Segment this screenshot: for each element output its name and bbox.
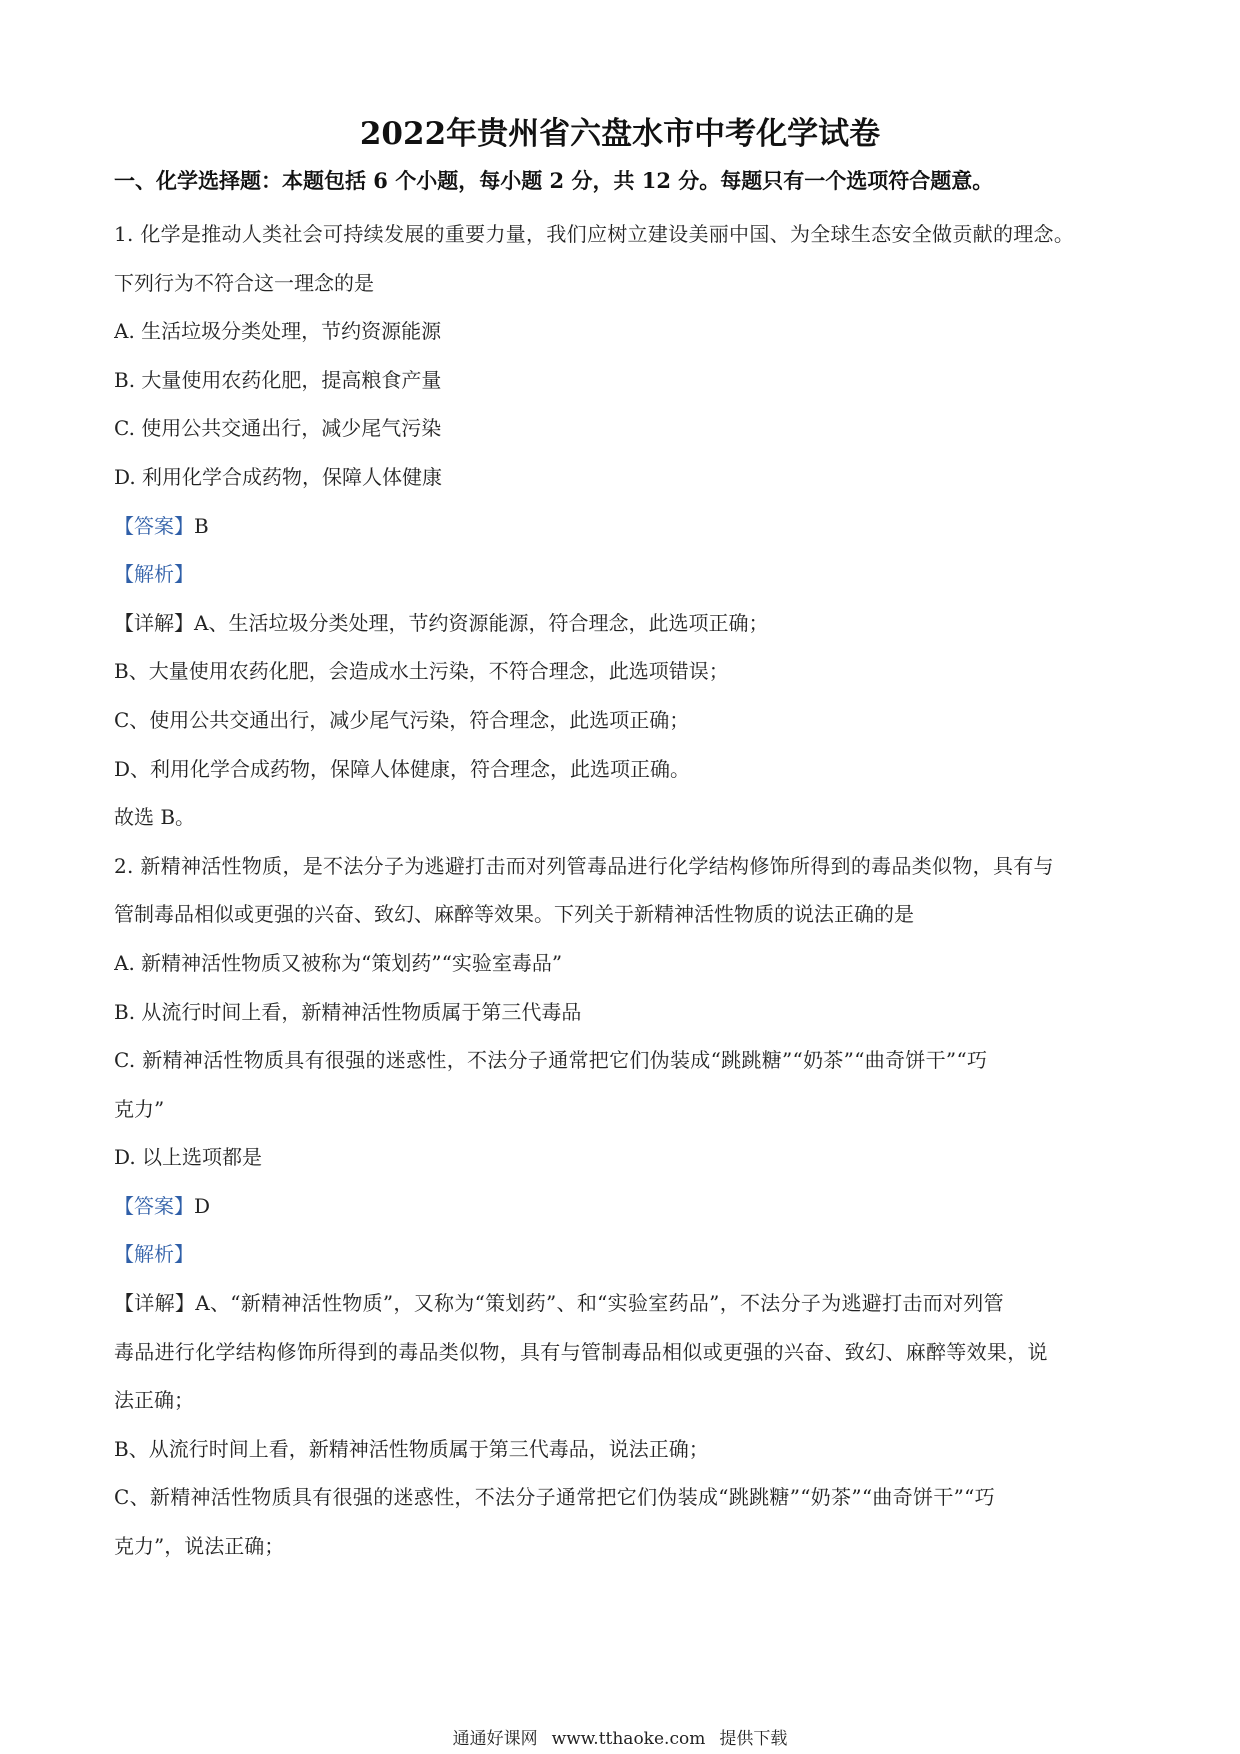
section-heading: 一、化学选择题：本题包括 6 个小题，每小题 2 分，共 12 分。每题只有一个选项符合题意。 [114,168,994,193]
q2-detail-line: 克力”，说法正确； [114,1534,285,1559]
q1-option-c: C. 使用公共交通出行，减少尾气污染 [114,416,442,441]
q2-stem-line-1: 2. 新精神活性物质，是不法分子为逃避打击而对列管毒品进行化学结构修饰所得到的毒品类似物，具有与 [114,853,1054,878]
q2-answer-value: D [194,1193,211,1218]
q1-option-a: A. 生活垃圾分类处理，节约资源能源 [114,319,442,344]
q1-option-d: D. 利用化学合成药物，保障人体健康 [114,464,443,489]
q2-analysis [114,1230,1134,1279]
q1-conclusion: 故选 B。 [114,805,196,830]
q1-analysis-tag: 【解析】 [114,562,194,587]
q2-detail-line: 法正确； [114,1388,194,1413]
q2-stem-line-2: 管制毒品相似或更强的兴奋、致幻、麻醉等效果。下列关于新精神活性物质的说法正确的是 [114,902,914,927]
q2-option-c-line-1: C. 新精神活性物质具有很强的迷惑性，不法分子通常把它们伪装成“跳跳糖”“奶茶”“曲奇饼干”“巧 [114,1048,988,1073]
q1-answer-value: B [194,513,209,538]
q1-stem-line-1: 1. 化学是推动人类社会可持续发展的重要力量，我们应树立建设美丽中国、为全球生态安全做贡献的理念。 [114,222,1075,246]
q2-detail-line: 毒品进行化学结构修饰所得到的毒品类似物，具有与管制毒品相似或更强的兴奋、致幻、麻醉等效果，说 [114,1339,1048,1364]
q2-option-a: A. 新精神活性物质又被称为“策划药”“实验室毒品” [114,950,563,975]
exam-content [114,210,1134,1571]
q1-answer [114,502,1134,551]
page-footer [0,1724,1240,1749]
q2-detail-first [114,1279,1134,1328]
q1-detail-tag: 【详解】 [114,610,194,635]
q2-option-b: B. 从流行时间上看，新精神活性物质属于第三代毒品 [114,999,582,1024]
q2-answer-tag: 【答案】 [114,1193,194,1218]
q1-stem-line-2: 下列行为不符合这一理念的是 [114,270,374,295]
q1-answer-tag: 【答案】 [114,513,194,538]
q1-detail-first-text: A、生活垃圾分类处理，节约资源能源，符合理念，此选项正确； [194,610,769,635]
footer-url[interactable]: www.tthaoke.com [551,1729,706,1749]
q2-detail-first-text: A、“新精神活性物质”，又称为“策划药”、和“实验室药品”，不法分子为逃避打击而对列管 [195,1291,1004,1316]
q1-detail-first [114,599,1134,648]
q2-detail-line: B、从流行时间上看，新精神活性物质属于第三代毒品，说法正确； [114,1436,709,1461]
q1-analysis [114,550,1134,599]
q2-answer [114,1182,1134,1231]
q1-detail-line: D、利用化学合成药物，保障人体健康，符合理念，此选项正确。 [114,756,691,781]
q1-detail-line: C、使用公共交通出行，减少尾气污染，符合理念，此选项正确； [114,707,690,732]
q2-option-d: D. 以上选项都是 [114,1145,263,1170]
q2-analysis-tag: 【解析】 [114,1242,194,1267]
q2-option-c-line-2: 克力” [114,1096,165,1121]
page-title: 2022年贵州省六盘水市中考化学试卷 [359,116,881,152]
footer-action: 提供下载 [719,1729,788,1749]
q1-option-b: B. 大量使用农药化肥，提高粮食产量 [114,367,442,392]
q2-detail-line: C、新精神活性物质具有很强的迷惑性，不法分子通常把它们伪装成“跳跳糖”“奶茶”“曲奇饼干”“巧 [114,1485,995,1510]
q1-detail-line: B、大量使用农药化肥，会造成水土污染，不符合理念，此选项错误； [114,659,729,684]
q2-detail-tag: 【详解】 [114,1291,196,1316]
footer-site-name: 通通好课网 [452,1729,538,1749]
